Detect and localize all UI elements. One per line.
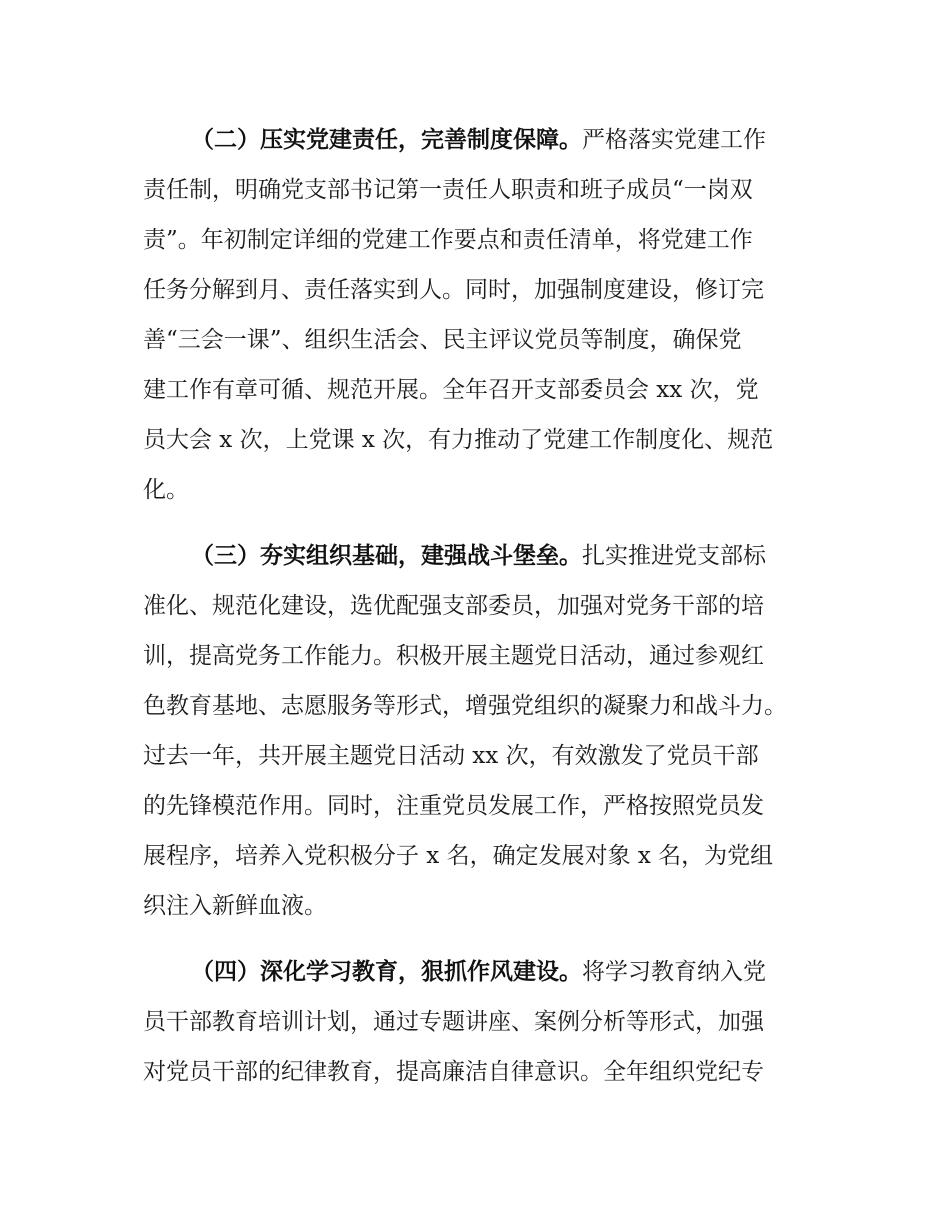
paragraph-line: 任务分解到月、责任落实到人。同时，加强制度建设，修订完: [143, 277, 764, 303]
paragraph-line: 责任制，明确党支部书记第一责任人职责和班子成员“一岗双: [143, 177, 753, 203]
section-text: 扎实推进党支部标: [582, 543, 766, 569]
paragraph-line: [191, 538, 766, 574]
paragraph-line: 员干部教育培训计划，通过专题讲座、案例分析等形式，加强: [143, 1009, 764, 1035]
paragraph-line: 的先锋模范作用。同时，注重党员发展工作，严格按照党员发: [143, 793, 764, 819]
paragraph-line: 训，提高党务工作能力。积极开展主题党日活动，通过参观红: [143, 643, 764, 669]
paragraph-line: 善“三会一课”、组织生活会、民主评议党员等制度，确保党: [143, 327, 742, 353]
paragraph-line: 准化、规范化建设，选优配强支部委员，加强对党务干部的培: [143, 593, 764, 619]
section-text: 将学习教育纳入党: [582, 959, 766, 985]
paragraph-line: [191, 122, 766, 158]
paragraph-line: 过去一年，共开展主题党日活动 xx 次，有效激发了党员干部: [143, 743, 759, 769]
section-text: 严格落实党建工作: [582, 127, 766, 153]
paragraph-line: 建工作有章可循、规范开展。全年召开支部委员会 xx 次，党: [143, 377, 759, 403]
paragraph-line: 色教育基地、志愿服务等形式，增强党组织的凝聚力和战斗力。: [143, 693, 787, 719]
paragraph-line: 员大会 x 次，上党课 x 次，有力推动了党建工作制度化、规范: [143, 427, 774, 453]
section-heading: （四）深化学习教育，狠抓作风建设。: [191, 959, 582, 985]
paragraph-line: 责”。年初制定详细的党建工作要点和责任清单，将党建工作: [143, 227, 753, 253]
paragraph-line: 化。: [143, 477, 189, 503]
section-heading: （三）夯实组织基础，建强战斗堡垒。: [191, 543, 582, 569]
paragraph-line: 展程序，培养入党积极分子 x 名，确定发展对象 x 名，为党组: [143, 843, 774, 869]
section-heading: （二）压实党建责任，完善制度保障。: [191, 127, 582, 153]
paragraph-line: 对党员干部的纪律教育，提高廉洁自律意识。全年组织党纪专: [143, 1059, 764, 1085]
paragraph-line: [191, 954, 766, 990]
paragraph-line: 织注入新鲜血液。: [143, 893, 327, 919]
